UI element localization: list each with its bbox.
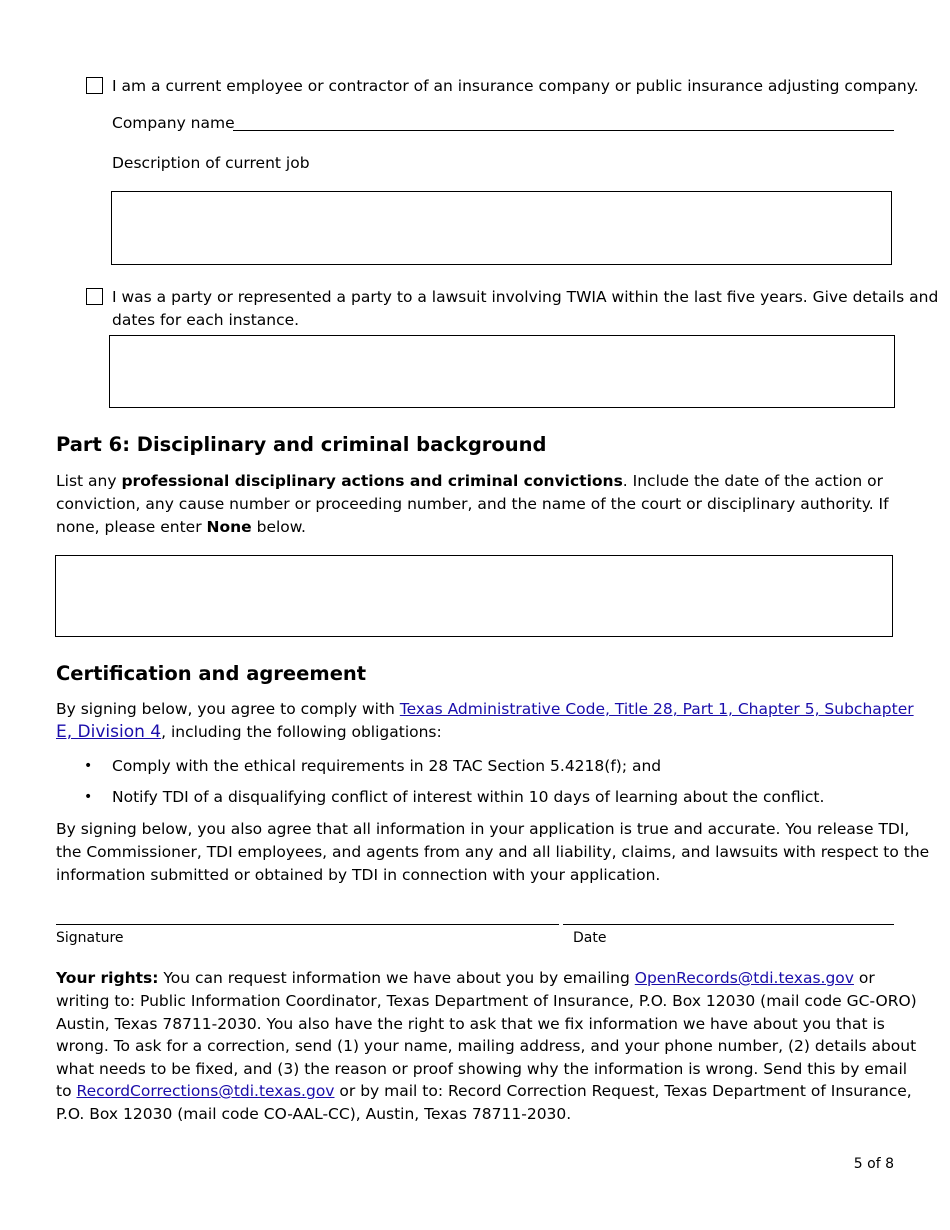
- lawsuit-checkbox[interactable]: [86, 288, 103, 305]
- tac-link-continued[interactable]: E, Division 4: [56, 722, 162, 742]
- certification-intro-line1: By signing below, you agree to comply with Texas Administrative Code, Title 28, Part 1, Chapter 5, Subchapter: [56, 700, 914, 718]
- date-field[interactable]: [563, 924, 894, 925]
- certification-heading: Certification and agreement: [56, 662, 367, 685]
- lawsuit-checkbox-label-line1: I was a party or represented a party to a lawsuit involving TWIA within the last five years. Give details and: [112, 288, 939, 306]
- part6-instructions-line2: conviction, any cause number or proceeding number, and the name of the court or disciplinary authority. If: [56, 495, 889, 513]
- employee-checkbox[interactable]: [86, 77, 103, 94]
- record-corrections-email-link[interactable]: RecordCorrections@tdi.texas.gov: [76, 1082, 335, 1100]
- release-line: information submitted or obtained by TDI in connection with your application.: [56, 866, 661, 884]
- bullet-dot: •: [84, 758, 93, 774]
- bullet-dot: •: [84, 789, 93, 805]
- disciplinary-actions-field[interactable]: [55, 555, 893, 637]
- tac-link[interactable]: Texas Administrative Code, Title 28, Part 1, Chapter 5, Subchapter: [399, 700, 914, 718]
- rights-line4: wrong. To ask for a correction, send (1) your name, mailing address, and your phone number, (2) details about: [56, 1037, 917, 1055]
- job-description-label: Description of current job: [112, 154, 310, 172]
- open-records-email-link[interactable]: OpenRecords@tdi.texas.gov: [634, 969, 854, 987]
- rights-line3: Austin, Texas 78711-2030. You also have the right to ask that we fix information we have about you that is: [56, 1015, 885, 1033]
- release-line: By signing below, you also agree that all information in your application is true and accurate. You release TDI,: [56, 820, 910, 838]
- rights-line7: P.O. Box 12030 (mail code CO-AAL-CC), Austin, Texas 78711-2030.: [56, 1105, 572, 1123]
- part6-instructions-line3: none, please enter None below.: [56, 518, 306, 536]
- rights-line1: Your rights: You can request information we have about you by emailing OpenRecords@tdi.texas.gov or: [56, 969, 875, 987]
- rights-line5: what needs to be fixed, and (3) the reason or proof showing why the information is wrong. Send this by email: [56, 1060, 908, 1078]
- signature-field[interactable]: [56, 924, 559, 925]
- rights-line2: writing to: Public Information Coordinator, Texas Department of Insurance, P.O. Box 12030 (mail code GC-ORO): [56, 992, 917, 1010]
- obligation-item: Comply with the ethical requirements in 28 TAC Section 5.4218(f); and: [112, 757, 662, 775]
- job-description-field[interactable]: [111, 191, 892, 265]
- obligation-item: Notify TDI of a disqualifying conflict of interest within 10 days of learning about the conflict.: [112, 788, 825, 806]
- signature-label: Signature: [56, 930, 124, 946]
- date-label: Date: [573, 930, 607, 946]
- part6-heading: Part 6: Disciplinary and criminal background: [56, 433, 547, 456]
- rights-line6: to RecordCorrections@tdi.texas.gov or by mail to: Record Correction Request, Texas Department of Insurance,: [56, 1082, 912, 1100]
- employee-checkbox-label: I am a current employee or contractor of an insurance company or public insurance adjusting company.: [112, 77, 919, 95]
- part6-instructions-line1: List any professional disciplinary actions and criminal convictions. Include the date of the action or: [56, 472, 883, 490]
- company-name-field[interactable]: [233, 130, 894, 131]
- release-line: the Commissioner, TDI employees, and agents from any and all liability, claims, and lawsuits with respect to the: [56, 843, 930, 861]
- page-indicator: 5 of 8: [853, 1156, 894, 1172]
- company-name-label: Company name: [112, 114, 235, 132]
- lawsuit-checkbox-label-line2: dates for each instance.: [112, 311, 300, 329]
- lawsuit-details-field[interactable]: [109, 335, 895, 408]
- certification-intro-line2: E, Division 4, including the following obligations:: [56, 722, 442, 742]
